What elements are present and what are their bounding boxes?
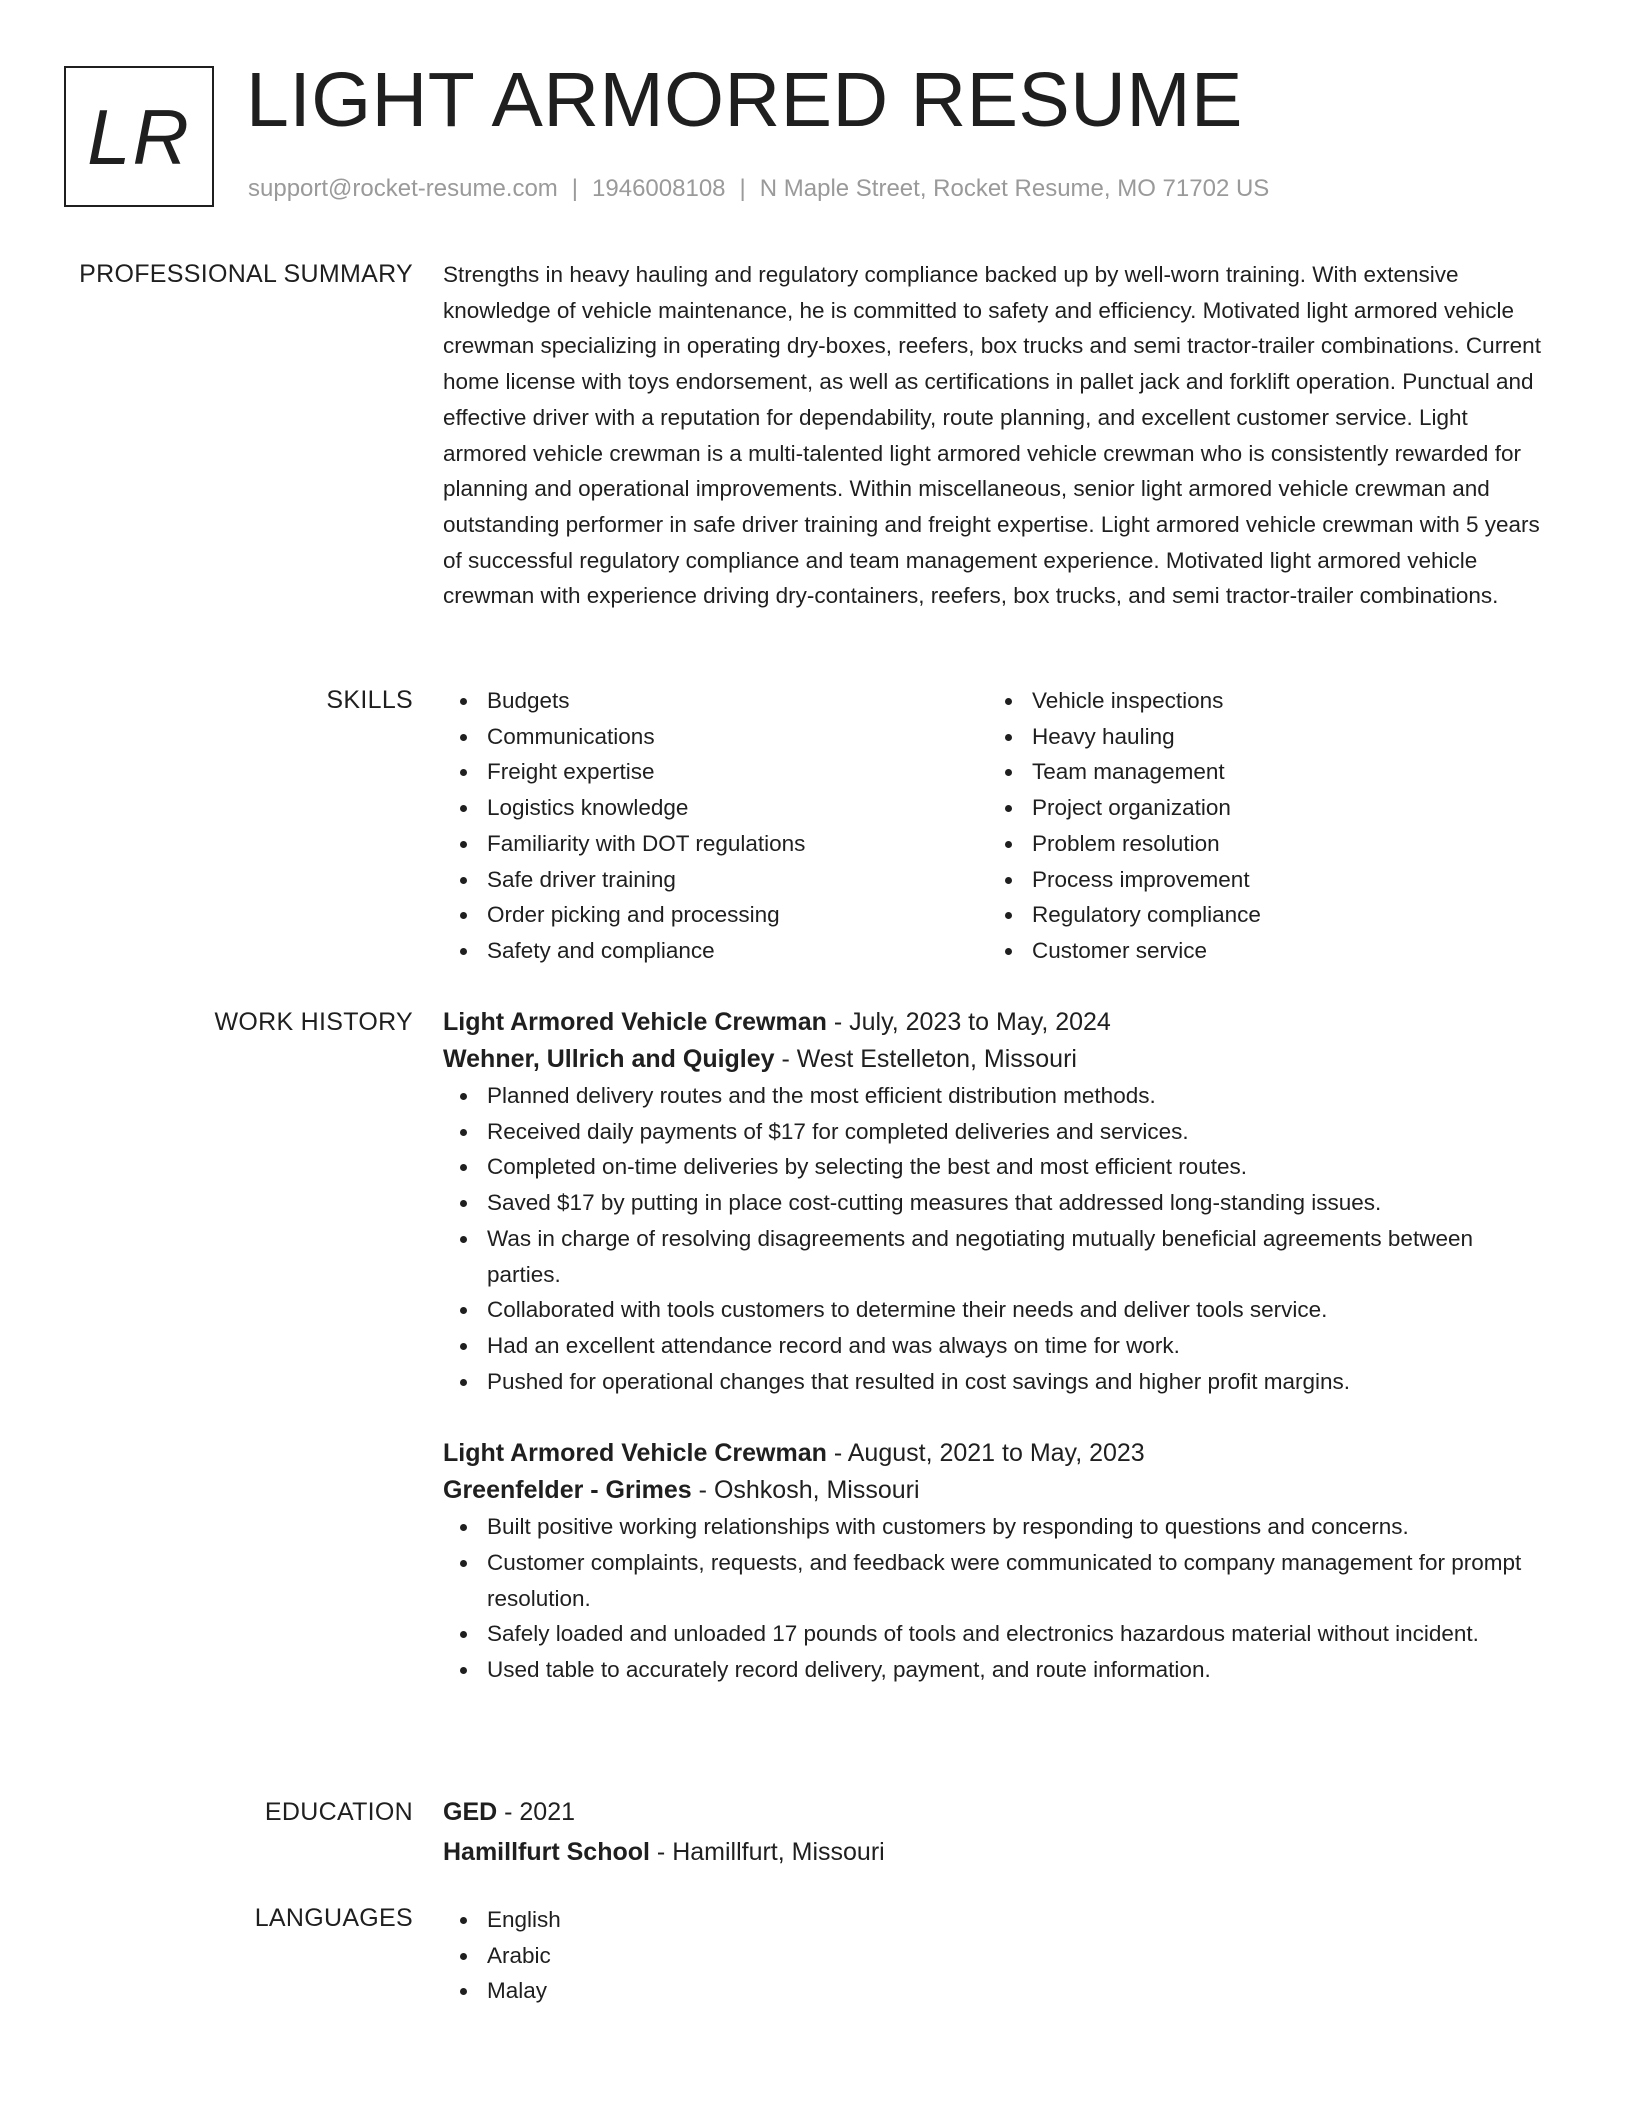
contact-separator: | <box>571 175 579 202</box>
job-title: Light Armored Vehicle Crewman <box>443 1439 827 1468</box>
skill-item: Heavy hauling <box>988 719 1533 755</box>
contact-separator: | <box>739 175 746 202</box>
job-entry <box>443 1435 1553 1688</box>
education-body <box>443 1794 1553 1871</box>
skill-item: Vehicle inspections <box>988 683 1533 719</box>
job-title-line: Light Armored Vehicle Crewman - August, 2021 to May, 2023 <box>443 1439 1145 1468</box>
job-dates: August, 2021 to May, 2023 <box>847 1439 1145 1468</box>
education-location: Hamillfurt, Missouri <box>672 1838 885 1866</box>
job-company-line: Greenfelder - Grimes - Oshkosh, Missouri <box>443 1476 920 1505</box>
job-bullet-item: Had an excellent attendance record and was always on time for work. <box>443 1328 1553 1364</box>
job-bullet-item: Safely loaded and unloaded 17 pounds of tools and electronics hazardous material without incident. <box>443 1616 1553 1652</box>
language-item: Malay <box>443 1973 1553 2009</box>
summary-text: Strengths in heavy hauling and regulatory compliance backed up by well-worn training. With extensive knowledge of vehicle maintenance, he is committed to safety and efficiency. Motivated light armored vehicle crewman specializing in operating dry-boxes, reefers, box trucks and semi tractor-trailer combinations. Current home license with toys endorsement, as well as certifications in pallet jack and forklift operation. Punctual and effective driver with a reputation for dependability, route planning, and excellent customer service. Light armored vehicle crewman is a multi-talented light armored vehicle crewman who is consistently rewarded for planning and operational improvements. Within miscellaneous, senior light armored vehicle crewman and outstanding performer in safe driver training and freight expertise. Light armored vehicle crewman with 5 years of successful regulatory compliance and team management experience. Motivated light armored vehicle crewman with experience driving dry-containers, reefers, box trucks, and semi tractor-trailer combinations. <box>443 262 1541 609</box>
education-heading: EDUCATION <box>264 1798 413 1826</box>
skill-item: Customer service <box>988 933 1533 969</box>
job-bullet-item: Completed on-time deliveries by selecting the best and most efficient routes. <box>443 1149 1553 1185</box>
skills-heading: SKILLS <box>326 686 413 714</box>
skill-item: Logistics knowledge <box>443 790 988 826</box>
contact-email[interactable]: support@rocket-resume.com <box>248 175 558 202</box>
work-heading: WORK HISTORY <box>214 1008 413 1036</box>
skills-column-left <box>443 683 988 969</box>
job-company-line: Wehner, Ullrich and Quigley - West Estelleton, Missouri <box>443 1045 1077 1073</box>
education-school: Hamillfurt School <box>443 1838 650 1866</box>
skill-item: Process improvement <box>988 862 1533 898</box>
language-item: English <box>443 1902 1553 1938</box>
job-title: Light Armored Vehicle Crewman <box>443 1008 827 1036</box>
language-item: Arabic <box>443 1938 1553 1974</box>
contact-address: N Maple Street, Rocket Resume, MO 71702 US <box>759 175 1270 202</box>
resume-name: LIGHT ARMORED RESUME <box>246 57 1243 143</box>
skill-item: Safe driver training <box>443 862 988 898</box>
education-degree: GED <box>443 1798 498 1826</box>
job-title-line: Light Armored Vehicle Crewman - July, 2023 to May, 2024 <box>443 1008 1111 1036</box>
job-bullet-item: Was in charge of resolving disagreements and negotiating mutually beneficial agreements between parties. <box>443 1221 1553 1292</box>
job-bullets <box>443 1078 1553 1399</box>
job-bullet-item: Pushed for operational changes that resulted in cost savings and higher profit margins. <box>443 1364 1553 1400</box>
skill-item: Regulatory compliance <box>988 897 1533 933</box>
job-company: Greenfelder - Grimes <box>443 1476 692 1505</box>
job-dates: July, 2023 to May, 2024 <box>849 1008 1111 1036</box>
skill-item: Team management <box>988 754 1533 790</box>
languages-list <box>443 1902 1553 2009</box>
skills-body <box>443 683 1553 969</box>
job-bullet-item: Used table to accurately record delivery, payment, and route information. <box>443 1652 1553 1688</box>
job-bullet-item: Saved $17 by putting in place cost-cutting measures that addressed long-standing issues. <box>443 1185 1553 1221</box>
monogram-initials: LR <box>87 92 191 181</box>
job-location: Oshkosh, Missouri <box>713 1476 920 1505</box>
education-school-line: Hamillfurt School - Hamillfurt, Missouri <box>443 1838 885 1866</box>
languages-body <box>443 1902 1553 2009</box>
job-location: West Estelleton, Missouri <box>796 1045 1077 1073</box>
job-bullet-item: Customer complaints, requests, and feedback were communicated to company management for prompt resolution. <box>443 1545 1553 1616</box>
skill-item: Safety and compliance <box>443 933 988 969</box>
work-body <box>443 1004 1553 1688</box>
summary-heading: PROFESSIONAL SUMMARY <box>79 260 413 288</box>
job-company: Wehner, Ullrich and Quigley <box>443 1045 775 1073</box>
languages-heading: LANGUAGES <box>254 1904 413 1932</box>
education-year: 2021 <box>519 1798 576 1826</box>
skills-columns <box>443 683 1553 969</box>
skill-item: Project organization <box>988 790 1533 826</box>
contact-phone: 1946008108 <box>592 175 726 202</box>
skill-item: Communications <box>443 719 988 755</box>
skill-item: Order picking and processing <box>443 897 988 933</box>
job-bullet-item: Collaborated with tools customers to determine their needs and deliver tools service. <box>443 1292 1553 1328</box>
skill-item: Freight expertise <box>443 754 988 790</box>
job-bullets <box>443 1509 1553 1688</box>
job-bullet-item: Built positive working relationships with customers by responding to questions and concerns. <box>443 1509 1553 1545</box>
skills-list-right <box>988 683 1533 969</box>
skill-item: Budgets <box>443 683 988 719</box>
skill-item: Familiarity with DOT regulations <box>443 826 988 862</box>
skill-item: Problem resolution <box>988 826 1533 862</box>
education-degree-line: GED - 2021 <box>443 1798 576 1826</box>
skills-column-right <box>988 683 1533 969</box>
job-entry <box>443 1004 1553 1399</box>
job-bullet-item: Received daily payments of $17 for completed deliveries and services. <box>443 1114 1553 1150</box>
job-bullet-item: Planned delivery routes and the most efficient distribution methods. <box>443 1078 1553 1114</box>
skills-list-left <box>443 683 988 969</box>
monogram-box <box>64 66 214 207</box>
contact-line <box>248 175 1269 204</box>
